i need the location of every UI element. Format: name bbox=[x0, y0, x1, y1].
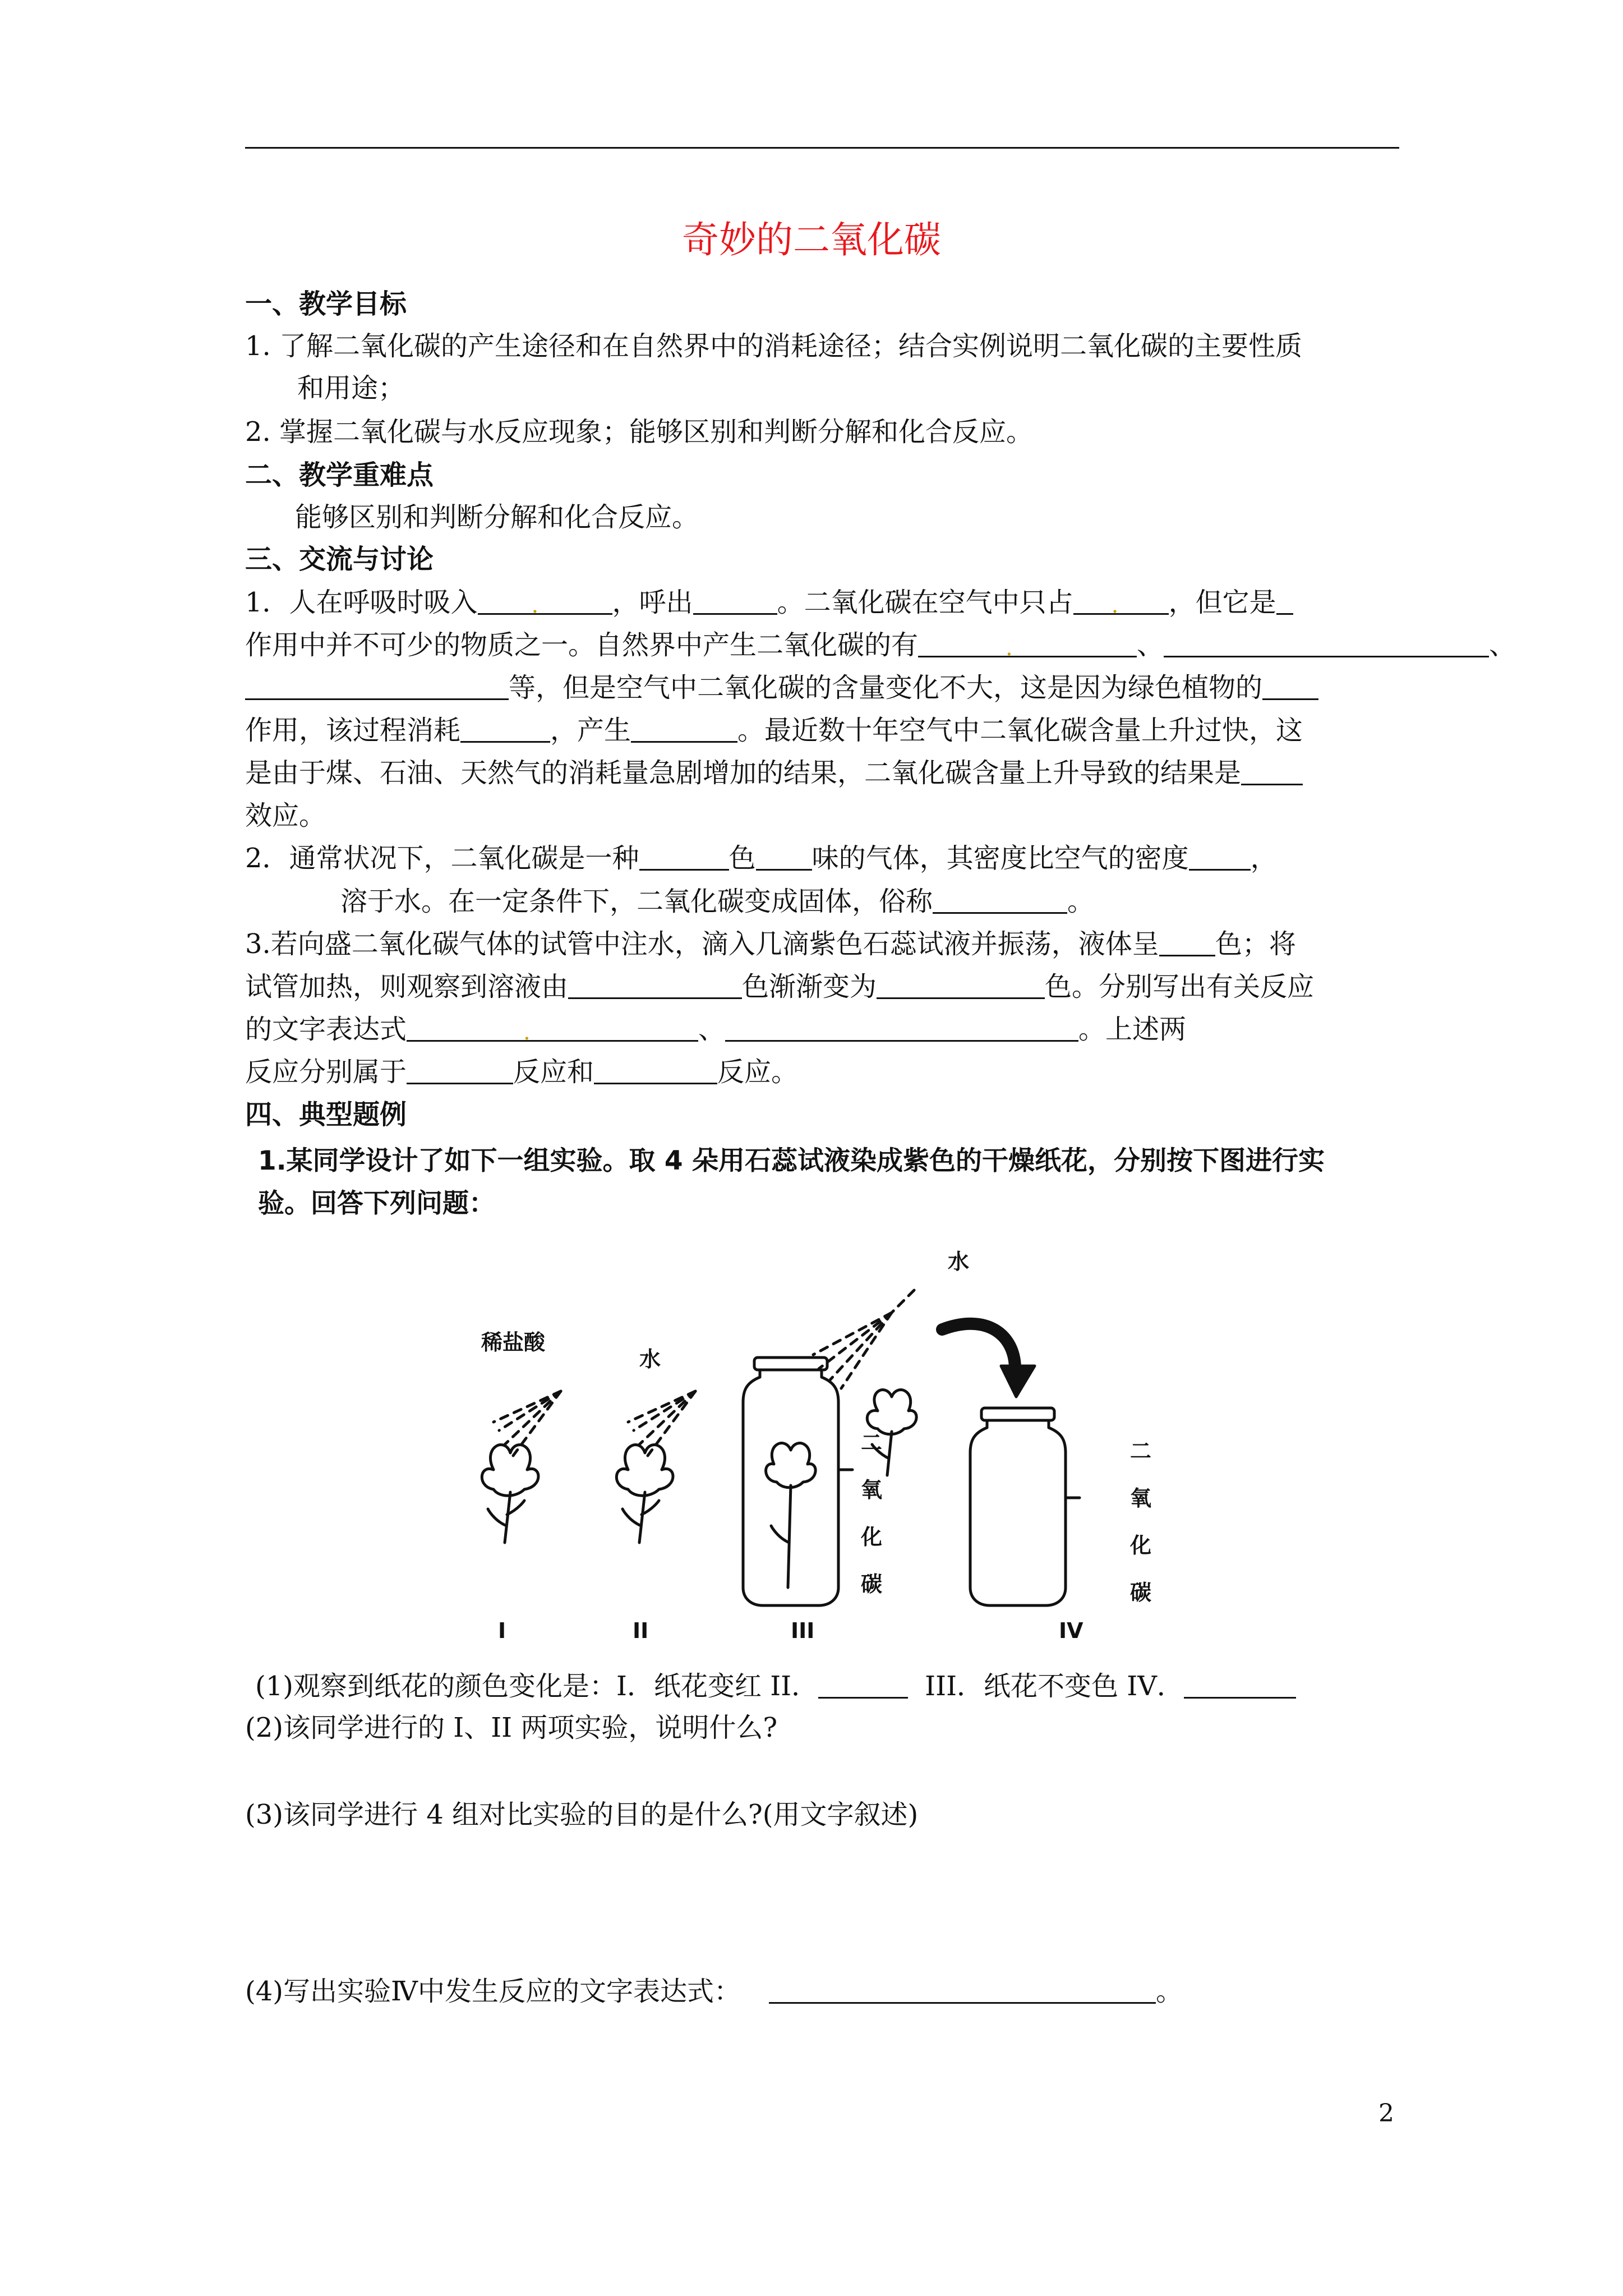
label-water: 水 bbox=[639, 1347, 661, 1372]
answer-blank[interactable] bbox=[693, 587, 777, 615]
sub-question-2: (2)该同学进行的 I、II 两项实验，说明什么? bbox=[245, 1712, 778, 1743]
sub-question-text: III．纸花不变色 IV． bbox=[925, 1671, 1184, 1702]
q3-text: 色渐渐变为 bbox=[742, 971, 877, 1002]
q2-text: 色 bbox=[728, 843, 756, 874]
answer-blank[interactable] bbox=[918, 630, 1137, 657]
q2-text: 2．通常状况下，二氧化碳是一种 bbox=[245, 843, 639, 874]
answer-blank[interactable] bbox=[1073, 587, 1169, 615]
q3-text: 反应和 bbox=[513, 1056, 594, 1088]
sub-question-text: 。 bbox=[1155, 1976, 1183, 2007]
q3-line-1 bbox=[245, 927, 1296, 961]
answer-blank[interactable] bbox=[933, 886, 1067, 914]
q1-text: ，呼出 bbox=[612, 587, 693, 618]
q3-line-2 bbox=[245, 970, 1314, 1004]
objective-1-line-2: 和用途； bbox=[297, 372, 405, 404]
sub-question-1 bbox=[255, 1669, 1296, 1703]
q1-text: 作用，该过程消耗 bbox=[245, 715, 461, 746]
experiment-figure bbox=[449, 1228, 1189, 1632]
sub-question-text: (1)观察到纸花的颜色变化是：I．纸花变红 II． bbox=[255, 1671, 819, 1702]
q3-text: 反应分别属于 bbox=[245, 1056, 407, 1088]
label-carbon-dioxide: 二氧化碳 bbox=[861, 1430, 883, 1596]
example-intro-line-1: 1.某同学设计了如下一组实验。取 4 朵用石蕊试液染成紫色的干燥纸花，分别按下图进行实 bbox=[258, 1145, 1325, 1176]
section-heading-examples: 四、典型题例 bbox=[245, 1099, 407, 1130]
q1-line-1 bbox=[245, 586, 1293, 619]
q3-text: 。上述两 bbox=[1078, 1014, 1187, 1045]
answer-blank[interactable] bbox=[1262, 673, 1318, 700]
roman-numeral-1: I bbox=[498, 1618, 506, 1643]
q1-line-5 bbox=[245, 756, 1303, 790]
section-heading-key-points: 二、教学重难点 bbox=[245, 459, 434, 491]
roman-numeral-4: IV bbox=[1059, 1618, 1083, 1643]
sub-question-text: (4)写出实验Ⅳ中发生反应的文字表达式： bbox=[245, 1976, 741, 2007]
answer-blank[interactable] bbox=[818, 1671, 908, 1699]
q1-text: ，产生 bbox=[550, 715, 631, 746]
q1-line-6: 效应。 bbox=[245, 800, 326, 831]
q1-text: 、 bbox=[1489, 629, 1516, 661]
label-carbon-dioxide: 二氧化碳 bbox=[1130, 1439, 1152, 1605]
label-water: 水 bbox=[948, 1249, 970, 1274]
q1-line-2 bbox=[245, 628, 1516, 662]
q3-text: 色。分别写出有关反应 bbox=[1045, 971, 1315, 1002]
roman-numeral-2: II bbox=[633, 1618, 649, 1643]
answer-blank[interactable] bbox=[631, 715, 737, 743]
page-number: 2 bbox=[1378, 2099, 1394, 2128]
q1-line-4 bbox=[245, 714, 1303, 747]
sub-question-4 bbox=[245, 1975, 1183, 2008]
q1-text: ，但它是 bbox=[1168, 587, 1276, 618]
answer-blank[interactable] bbox=[245, 673, 509, 700]
q1-text: 作用中并不可少的物质之一。自然界中产生二氧化碳的有 bbox=[245, 629, 919, 661]
roman-numeral-3: III bbox=[791, 1618, 815, 1643]
q1-text: 1．人在呼吸时吸入 bbox=[245, 587, 478, 618]
q3-text: 3.若向盛二氧化碳气体的试管中注水，滴入几滴紫色石蕊试液并振荡，液体呈 bbox=[245, 928, 1159, 960]
gas-jar-icon bbox=[970, 1408, 1080, 1605]
q1-text: 是由于煤、石油、天然气的消耗量急剧增加的结果，二氧化碳含量上升导致的结果是 bbox=[245, 757, 1242, 789]
transfer-arrow-icon bbox=[942, 1324, 1035, 1397]
label-dilute-acid: 稀盐酸 bbox=[481, 1330, 546, 1355]
q3-line-3 bbox=[245, 1013, 1186, 1046]
answer-blank[interactable] bbox=[756, 843, 812, 871]
q1-text: 。二氧化碳在空气中只占 bbox=[777, 587, 1073, 618]
answer-blank[interactable] bbox=[407, 1014, 698, 1042]
q2-text: 味的气体，其密度比空气的密度 bbox=[811, 843, 1189, 874]
answer-blank[interactable] bbox=[1159, 929, 1215, 956]
answer-blank[interactable] bbox=[1184, 1671, 1296, 1699]
section-heading-discussion: 三、交流与讨论 bbox=[245, 544, 434, 575]
answer-blank[interactable] bbox=[769, 1976, 1156, 2004]
section-heading-objectives: 一、教学目标 bbox=[245, 288, 407, 320]
answer-blank[interactable] bbox=[877, 972, 1045, 999]
q2-text: 。 bbox=[1067, 886, 1095, 917]
answer-blank[interactable] bbox=[1241, 758, 1303, 785]
answer-blank[interactable] bbox=[725, 1014, 1078, 1042]
q3-text: 试管加热，则观察到溶液由 bbox=[245, 971, 569, 1002]
spray-water-icon bbox=[813, 1290, 914, 1388]
q3-text: 反应。 bbox=[717, 1056, 799, 1088]
q2-line-2 bbox=[245, 885, 1094, 918]
gas-jar-icon bbox=[743, 1358, 852, 1605]
answer-blank[interactable] bbox=[1164, 630, 1489, 657]
header-rule bbox=[245, 147, 1399, 149]
answer-blank[interactable] bbox=[594, 1057, 717, 1084]
q1-text: 、 bbox=[1137, 629, 1164, 661]
sub-question-3: (3)该同学进行 4 组对比实验的目的是什么?(用文字叙述) bbox=[245, 1799, 919, 1830]
paper-flower-icon bbox=[482, 1445, 538, 1543]
objective-2: 2. 掌握二氧化碳与水反应现象；能够区别和判断分解和化合反应。 bbox=[245, 416, 1034, 448]
q2-line-1 bbox=[245, 841, 1278, 875]
q3-text: 的文字表达式 bbox=[245, 1014, 407, 1045]
answer-blank[interactable] bbox=[460, 715, 550, 743]
page-title: 奇妙的二氧化碳 bbox=[682, 218, 941, 261]
answer-blank[interactable] bbox=[568, 972, 742, 999]
example-intro-line-2: 验。回答下列问题： bbox=[258, 1188, 495, 1219]
answer-blank[interactable] bbox=[478, 587, 612, 615]
q1-text: 等，但是空气中二氧化碳的含量变化不大，这是因为绿色植物的 bbox=[509, 672, 1263, 703]
q3-text: 、 bbox=[698, 1014, 726, 1045]
q3-line-4 bbox=[245, 1055, 798, 1089]
key-point-text: 能够区别和判断分解和化合反应。 bbox=[295, 501, 699, 533]
answer-blank[interactable] bbox=[407, 1057, 513, 1084]
q2-text: ， bbox=[1250, 843, 1278, 874]
q2-text: 溶于水。在一定条件下，二氧化碳变成固体，俗称 bbox=[340, 886, 933, 917]
answer-blank[interactable] bbox=[1276, 587, 1293, 615]
q3-text: 色；将 bbox=[1215, 928, 1296, 960]
q1-line-3 bbox=[245, 671, 1318, 705]
answer-blank[interactable] bbox=[1189, 843, 1251, 871]
answer-blank[interactable] bbox=[245, 886, 340, 914]
objective-1-line-1: 1. 了解二氧化碳的产生途径和在自然界中的消耗途径；结合实例说明二氧化碳的主要性质 bbox=[245, 330, 1303, 362]
paper-flower-icon bbox=[616, 1445, 673, 1543]
answer-blank[interactable] bbox=[639, 843, 729, 871]
q1-text: 。最近数十年空气中二氧化碳含量上升过快，这 bbox=[737, 715, 1303, 746]
